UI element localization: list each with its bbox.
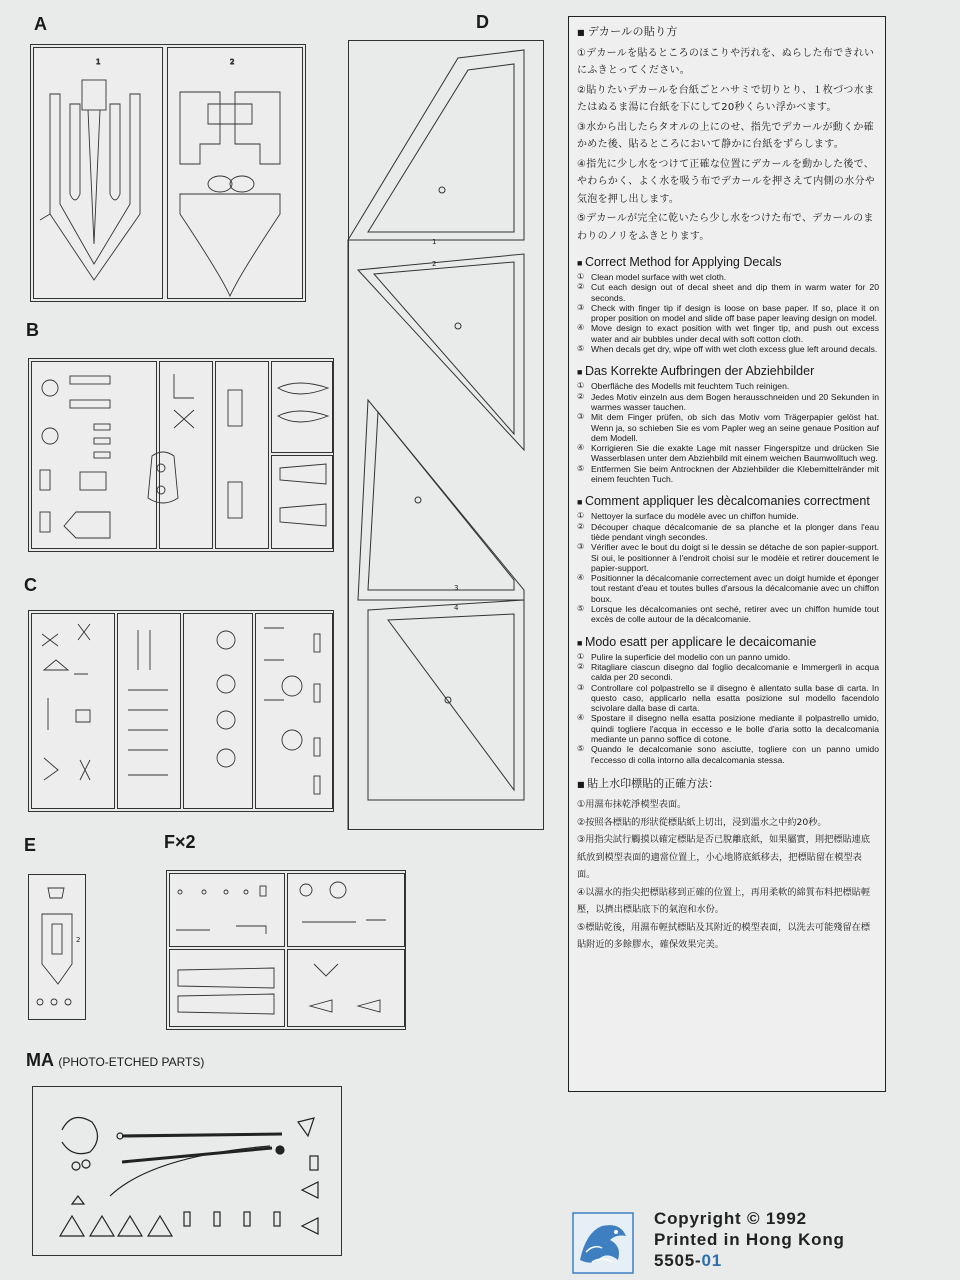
- french-step-5: ⑤ Lorsque les décalcomanies ont seché, retirer avec un chiffon humide tout excès de colle autour de la décalcomanie.: [577, 604, 879, 625]
- french-step-2: ② Découper chaque décalcomanie de sa planche et la plonger dans l'eau tiède pendant vingh secondes.: [577, 521, 879, 542]
- chinese-step-5: ⑤標貼乾後，用濕布輕拭標貼及其附近的模型表面，以洗去可能殘留在標貼附近的多餘膠水，確保效果完美。: [577, 921, 871, 951]
- english-step-3: ③ Check with finger tip if design is loose on base paper. If so, place it on proper position on model and slide off base paper leaving design on model.: [577, 302, 879, 324]
- instructions-french: [577, 494, 879, 624]
- italian-step-4: ④ Spostare il disegno nella esatta posizione mediante il polpastrello umido, quindi togliere l'acqua in eccesso e le bolle d'aria sotto la decalcomania mediante un panno soffice di cotone.: [577, 713, 879, 744]
- copyright-footer: [572, 1206, 912, 1276]
- sprue-label-c: C: [24, 575, 37, 595]
- svg-text:3: 3: [454, 584, 459, 592]
- italian-step-3: ③ Controllare col polpastrello se il disegno è allentato sulla base di carta. In questo caso, applicarlo nella esatta posizione sul modello facendolo scivolare dalla base di carta.: [577, 682, 879, 714]
- svg-text:1: 1: [96, 58, 101, 66]
- sprue-f-parts: [166, 870, 406, 1030]
- german-step-2: ② Jedes Motiv einzeln aus dem Bogen herausschneiden und 20 Sekunden in warmes wasser tauchen.: [577, 391, 879, 412]
- japanese-step-1: ①デカールを貼るところのほこりや汚れを、ぬらした布できれいにふきとってください。: [577, 47, 875, 76]
- sprue-a-parts: [30, 44, 306, 302]
- japanese-title: ■ デカールの貼り方: [577, 23, 879, 42]
- english-step-4: ④ Move design to exact position with wet finger tip, and push out excess water and air bubbles under decal with soft cotton cloth.: [577, 323, 879, 344]
- sprue-ma-parts: [32, 1086, 342, 1256]
- japanese-step-5: ⑤デカールが完全に乾いたら少し水をつけた布で、デカールのまわりのノリをふきとります。: [577, 213, 874, 242]
- svg-text:2: 2: [230, 58, 235, 66]
- italian-title: ■ Modo esatt per applicare le decaicomanie: [577, 635, 879, 650]
- svg-text:2: 2: [76, 936, 81, 944]
- english-step-1: ① Clean model surface with wet cloth.: [577, 272, 727, 282]
- instructions-chinese: [577, 775, 879, 954]
- french-step-1: ① Nettoyer la surface du modèle avec un chiffon humide.: [577, 511, 799, 522]
- japanese-step-2: ②貼りたいデカールを台紙ごとハサミで切りとり、１枚づつ水またはぬるま湯に台紙を下にして20秒くらい浮かべます。: [577, 84, 875, 113]
- copyright-text: Copyright © 1992: [654, 1209, 807, 1228]
- french-title: ■ Comment appliquer les dècalcomanies correctment: [577, 494, 879, 509]
- sprue-label-b: B: [26, 320, 39, 340]
- italian-step-5: ⑤ Quando le decalcomanie sono asciutte, togliere con un panno umido l'eccesso di colla intorno alla decalcomania stessa.: [577, 744, 879, 765]
- ma-sublabel: (PHOTO-ETCHED PARTS): [58, 1055, 205, 1069]
- instructions-english: [577, 255, 879, 354]
- sprue-b-parts: [28, 358, 334, 552]
- kit-code: [654, 1250, 845, 1271]
- french-step-4: ④ Positionner la décalcomanie correctement avec un doigt humide et éponger tout restant d'eau et toutes bulles d'arsous la décalcomanie avec un chiffon boux.: [577, 573, 879, 604]
- german-step-5: ⑤ Entfermen Sie beim Antrocknen der Abziehbilder die Klebemittelränder mit einem feuchten Tuch.: [577, 463, 879, 485]
- instructions-german: [577, 364, 879, 484]
- instructions-italian: [577, 635, 879, 765]
- ma-label: MA: [26, 1050, 54, 1070]
- german-title: ■ Das Korrekte Aufbringen der Abziehbilder: [577, 364, 879, 379]
- japanese-step-3: ③水から出したらタオルの上にのせ、指先でデカールが動くか確かめた後、貼るところにおいて静かに台紙をずらします。: [577, 121, 874, 150]
- italian-step-1: ① Pulire la superficie del modelio con un panno umido.: [577, 651, 791, 662]
- german-step-4: ④ Korrigieren Sie die exakte Lage mit nasser Fingerspitze und drücken Sie Wasserblasen unter dem Abziehbild mit einem weichen Baumwolltuch weg.: [577, 443, 879, 464]
- sprue-d-parts: [348, 40, 544, 830]
- english-title: ■ Correct Method for Applying Decals: [577, 255, 879, 270]
- svg-text:2: 2: [432, 260, 437, 268]
- chinese-step-4: ④以濕水的指尖把標貼移到正確的位置上，再用柔軟的綿質布料把標貼輕壓，以擠出標貼底下的氣泡和水份。: [577, 886, 871, 916]
- dragon-logo-icon: [572, 1212, 634, 1274]
- sprue-c-parts: [28, 610, 334, 812]
- german-step-3: ③ Mit dem Finger prüfen, ob sich das Motiv vom Trägerpapier gelöst hat. Wenn ja, so schieben Sie es vom Papler weg an seine genaue Position auf dem Modell.: [577, 412, 879, 443]
- german-step-1: ① Oberfläche des Modells mit feuchtem Tuch reinigen.: [577, 381, 790, 392]
- svg-text:1: 1: [432, 238, 437, 246]
- decal-instructions-panel: [568, 16, 886, 1092]
- sprue-label-ma: [26, 1050, 204, 1071]
- sprue-label-e: E: [24, 835, 37, 855]
- printed-in-text: Printed in Hong Kong: [654, 1230, 845, 1249]
- sprue-label-d: D: [476, 12, 489, 32]
- french-step-3: ③ Vérifier avec le bout du doigt si le dessin se détache de son papier-support. Si oui, le positionner à l'endroit choisi sur le modèie et retirer doucement le papier-support.: [577, 542, 879, 573]
- italian-step-2: ② Ritagliare ciascun disegno dal foglio decalcomanie e Immergerli in acqua calda per 20 secondi.: [577, 661, 879, 683]
- svg-text:4: 4: [454, 604, 459, 612]
- japanese-step-4: ④指先に少し水をつけて正確な位置にデカールを動かした後で、やわらかく、よく水を吸う布でデカールを押さえて内側の水分や気泡を押し出します。: [577, 158, 876, 205]
- sprue-label-a: A: [34, 14, 47, 34]
- sprue-e-parts: [28, 874, 86, 1020]
- chinese-step-2: ②按照各標貼的形狀從標貼紙上切出，浸到溫水之中約20秒。: [577, 816, 827, 828]
- chinese-step-3: ③用指尖試行觸摸以確定標貼是否已脫離底紙，如果屬實，則把標貼連底紙放到模型表面的適當位置上，小心地將底紙移去，把標貼留在模型表面。: [577, 834, 871, 881]
- chinese-title: ■ 貼上水印標貼的正確方法：: [577, 775, 879, 794]
- english-step-5: ⑤ When decals get dry, wipe off with wet cloth excess glue left around decals.: [577, 344, 878, 355]
- english-step-2: ② Cut each design out of decal sheet and dip them in warm water for 20 seconds.: [577, 282, 879, 303]
- sprue-label-f: F×2: [164, 832, 196, 852]
- chinese-step-1: ①用濕布抹乾淨模型表面。: [577, 799, 687, 811]
- kit-code-main: 5505-: [654, 1251, 702, 1270]
- instructions-japanese: [577, 23, 879, 245]
- kit-code-suffix: 01: [701, 1251, 722, 1270]
